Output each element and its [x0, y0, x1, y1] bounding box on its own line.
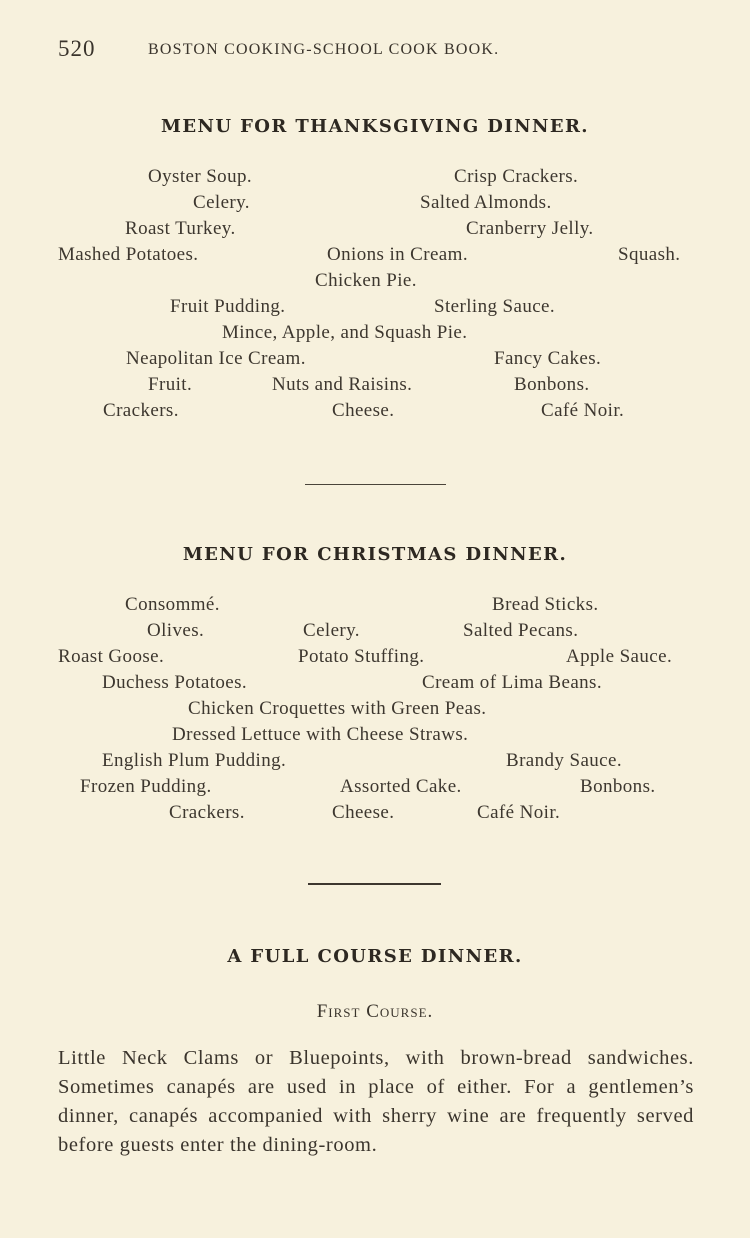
menu-item: Nuts and Raisins. — [272, 374, 413, 395]
menu-item: Sterling Sauce. — [434, 296, 556, 317]
menu-row — [0, 594, 750, 620]
menu-row — [0, 672, 750, 698]
menu-item: Fancy Cakes. — [494, 348, 602, 369]
menu-item: Roast Turkey. — [125, 218, 236, 239]
menu-item: Crackers. — [103, 400, 179, 421]
menu-item: Neapolitan Ice Cream. — [126, 348, 306, 369]
menu-row — [0, 374, 750, 400]
menu-item: Cranberry Jelly. — [466, 218, 594, 239]
menu-item: Roast Goose. — [58, 646, 165, 667]
menu-row — [0, 776, 750, 802]
first-course-text: Little Neck Clams or Bluepoints, with brown-bread sandwiches. Sometimes canapés are used in place of either. For a gentlemen’s dinner, canapés accompanied with sherry wine are frequently served before guests enter the dining-room. — [58, 1047, 694, 1156]
menu-item: Chicken Pie. — [315, 270, 417, 291]
menu-item: Oyster Soup. — [148, 166, 253, 187]
book-title: BOSTON COOKING-SCHOOL COOK BOOK. — [148, 41, 500, 58]
thanksgiving-menu-title: MENU FOR THANKSGIVING DINNER. — [161, 116, 589, 137]
menu-item: Crackers. — [169, 802, 245, 823]
menu-row — [0, 296, 750, 322]
menu-row — [0, 400, 750, 426]
menu-item: Assorted Cake. — [340, 776, 462, 797]
menu-item: Consommé. — [125, 594, 220, 615]
menu-item: Mashed Potatoes. — [58, 244, 199, 265]
section-divider — [305, 484, 446, 485]
menu-item: Crisp Crackers. — [454, 166, 579, 187]
running-head — [0, 36, 750, 66]
menu-item: Bonbons. — [514, 374, 590, 395]
menu-item: Squash. — [618, 244, 681, 265]
menu-row — [0, 348, 750, 374]
menu-row — [0, 218, 750, 244]
full-course-title: A FULL COURSE DINNER. — [227, 946, 523, 967]
menu-row — [0, 698, 750, 724]
menu-item: Brandy Sauce. — [506, 750, 622, 771]
menu-item: Celery. — [193, 192, 250, 213]
menu-item: Duchess Potatoes. — [102, 672, 248, 693]
menu-item: Onions in Cream. — [327, 244, 468, 265]
menu-item: Olives. — [147, 620, 205, 641]
menu-item: Cream of Lima Beans. — [422, 672, 603, 693]
menu-row — [0, 620, 750, 646]
menu-item: Apple Sauce. — [566, 646, 673, 667]
menu-item: Salted Pecans. — [463, 620, 579, 641]
menu-row — [0, 244, 750, 270]
menu-row — [0, 724, 750, 750]
first-course-heading: First Course. — [316, 1001, 434, 1022]
menu-item: Bonbons. — [580, 776, 656, 797]
menu-row — [0, 192, 750, 218]
menu-item: Celery. — [303, 620, 360, 641]
section-divider — [308, 883, 441, 885]
menu-row — [0, 166, 750, 192]
menu-item: Chicken Croquettes with Green Peas. — [188, 698, 487, 719]
menu-row — [0, 270, 750, 296]
menu-item: Fruit Pudding. — [170, 296, 286, 317]
menu-item: Dressed Lettuce with Cheese Straws. — [172, 724, 469, 745]
menu-item: Cheese. — [332, 400, 395, 421]
menu-row — [0, 802, 750, 828]
menu-row — [0, 750, 750, 776]
menu-item: Café Noir. — [477, 802, 561, 823]
menu-item: Frozen Pudding. — [80, 776, 212, 797]
menu-row — [0, 322, 750, 348]
christmas-menu-title: MENU FOR CHRISTMAS DINNER. — [182, 544, 568, 565]
menu-item: Potato Stuffing. — [298, 646, 425, 667]
menu-row — [0, 646, 750, 672]
menu-item: Cheese. — [332, 802, 395, 823]
menu-item: Café Noir. — [541, 400, 625, 421]
menu-item: Fruit. — [148, 374, 193, 395]
page-number: 520 — [58, 36, 96, 61]
menu-item: English Plum Pudding. — [102, 750, 287, 771]
menu-item: Salted Almonds. — [420, 192, 552, 213]
menu-item: Bread Sticks. — [492, 594, 599, 615]
menu-item: Mince, Apple, and Squash Pie. — [222, 322, 468, 343]
